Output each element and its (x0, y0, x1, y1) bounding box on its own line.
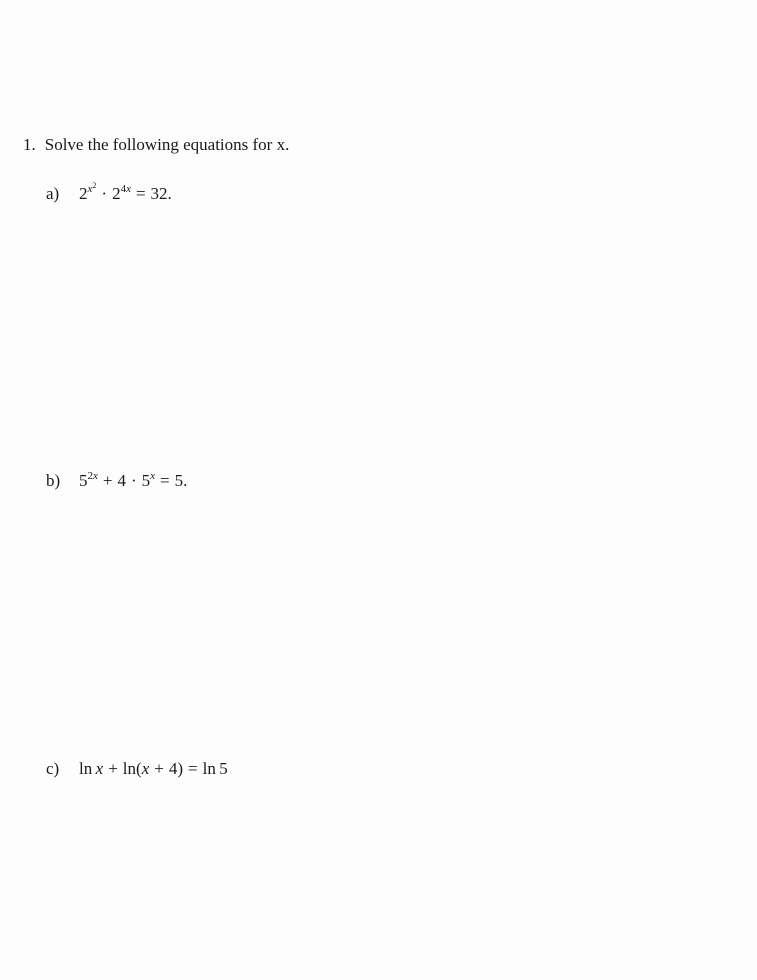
part-b-label: b) (46, 471, 61, 490)
part-b (46, 470, 187, 492)
part-b-equation: $5^{2x} + 4 \cdot 5^x = 5$. (79, 470, 188, 490)
problem-prompt: Solve the following equations for x. (44, 135, 290, 154)
part-a (46, 183, 172, 205)
part-c-label: c) (46, 759, 60, 778)
part-c (46, 758, 228, 780)
problem-heading (23, 134, 289, 156)
part-a-label: a) (46, 184, 60, 203)
problem-number: 1. (23, 135, 36, 154)
part-a-equation: $2^{x^2} \cdot 2^{4x} = 32$. (79, 181, 172, 203)
part-c-equation: ln x + ln(x + 4) = ln 5 (79, 759, 228, 778)
